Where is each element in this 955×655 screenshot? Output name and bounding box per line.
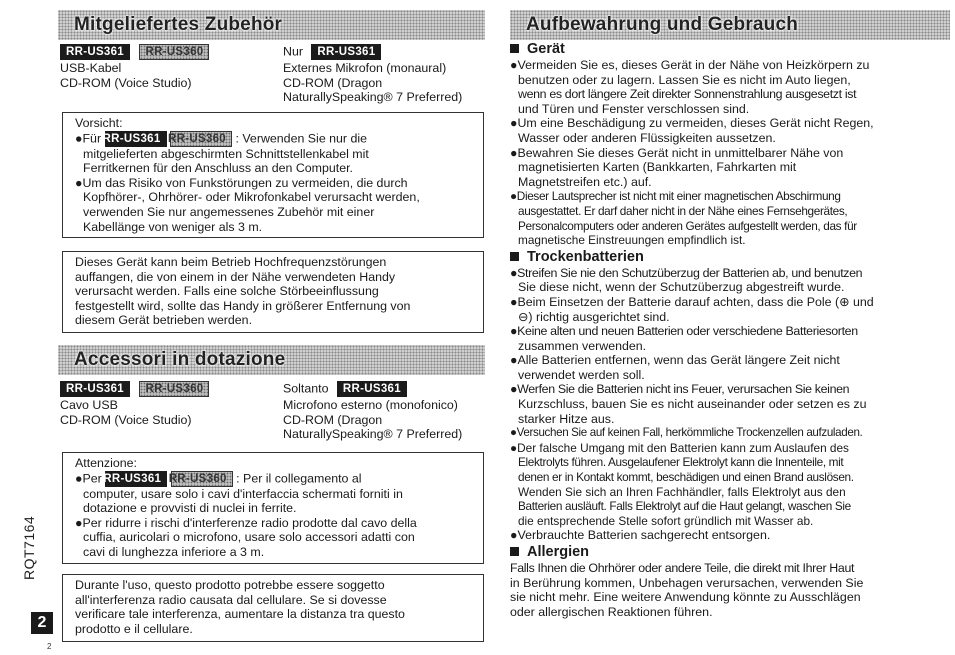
page-number-small: 2: [47, 642, 52, 651]
geraet-text: und Türen und Fenster verschlossen sind.: [518, 101, 750, 116]
model-badge-rr-us360: RR-US360: [139, 381, 209, 397]
included-accessories-right-it: [283, 381, 462, 442]
heading-allergien: Allergien: [510, 544, 950, 561]
accessory-item: Cavo USB: [60, 398, 118, 412]
geraet-text: benutzen oder zu lagern. Lassen Sie es nicht im Auto liegen,: [518, 72, 851, 87]
caution-text: ●Um das Risiko von Funkstörungen zu vermeiden, die durch: [75, 175, 408, 190]
model-badge-rr-us361: RR-US361: [60, 44, 130, 60]
allergy-text: Falls Ihnen die Ohrhörer oder andere Teile, die direkt mit Ihrer Haut: [510, 561, 855, 575]
caution-text: Ferritkernen für den Anschluss an den Computer.: [83, 161, 353, 176]
battery-text: ●Alle Batterien entfernen, wenn das Gerät längere Zeit nicht: [510, 353, 840, 368]
notice-text: festgestellt wird, sollte das Handy in größerer Entfernung von: [75, 298, 411, 313]
battery-text: Batterien ausläuft. Falls Elektrolyt auf die Haut gelangt, waschen Sie: [518, 499, 851, 514]
page-number: 2: [31, 612, 53, 634]
caution-title: Vorsicht:: [75, 116, 123, 130]
caution-text: Kabellänge von weniger als 3 m.: [83, 219, 263, 234]
model-badge-rr-us361: RR-US361: [337, 381, 407, 397]
battery-text: denen er in Kontakt kommt, beschädigen und einen Brand auslösen.: [518, 470, 854, 485]
caution-title: Attenzione:: [75, 456, 137, 470]
geraet-text: magnetische Einstreuungen empfindlich ist.: [518, 233, 746, 248]
notice-text: verificare tale interferenza, aumentare la distanza tra questo: [75, 607, 405, 622]
battery-text: ●Der falsche Umgang mit den Batterien kann zum Auslaufen des: [510, 440, 849, 455]
model-badge-rr-us360: RR-US360: [170, 131, 232, 147]
battery-text: die entsprechende Stelle sofort gründlich mit Wasser ab.: [518, 513, 814, 528]
allergy-text: in Berührung kommen, Unbehagen verursachen, verwenden Sie: [510, 575, 864, 590]
accessory-item: Microfono esterno (monofonico): [283, 398, 458, 412]
section-banner-zubehoer: Mitgeliefertes Zubehör: [58, 10, 485, 40]
notice-text: Durante l'uso, questo prodotto potrebbe essere soggetto: [75, 578, 385, 592]
battery-text: ⊖) richtig ausgerichtet sind.: [518, 309, 670, 324]
only-label: Soltanto: [283, 381, 329, 396]
battery-text: Wenden Sie sich an Ihren Fachhändler, falls Elektrolyt aus den: [518, 484, 846, 499]
allergy-text: oder allergischen Reaktionen führen.: [510, 604, 713, 619]
notice-text: prodotto e il cellulare.: [75, 621, 193, 636]
caution-text: cuffia, auricolari o microfono, usare solo accessori adatti con: [83, 530, 415, 545]
accessory-item: NaturallySpeaking® 7 Preferred): [283, 90, 463, 105]
heading-trockenbatterien: Trockenbatterien: [510, 249, 950, 266]
notice-text: diesem Gerät betrieben werden.: [75, 313, 253, 328]
battery-text: ●Verbrauchte Batterien sachgerecht entsorgen.: [510, 528, 771, 543]
included-accessories-right: [283, 44, 462, 105]
geraet-text: ●Vermeiden Sie es, dieses Gerät in der Nähe von Heizkörpern zu: [510, 58, 870, 72]
accessory-item: USB-Kabel: [60, 61, 122, 75]
caution-text: ●Per ridurre i rischi d'interferenze radio prodotte dal cavo della: [75, 515, 417, 530]
model-badge-rr-us360: RR-US360: [171, 471, 233, 487]
accessory-item: CD-ROM (Dragon: [283, 75, 383, 90]
geraet-text: ●Um eine Beschädigung zu vermeiden, dieses Gerät nicht Regen,: [510, 116, 874, 131]
accessory-item: CD-ROM (Dragon: [283, 412, 383, 427]
accessory-item: Externes Mikrofon (monaural): [283, 61, 447, 75]
caution-box-de: Vorsicht: ●Für RR-US361 RR-US360 : Verwenden Sie nur die mitgelieferten abgeschirmten Schnittstellenkabel mit Ferritkernen für den Anschluss an den Computer. ●Um das Risiko von Funkstörungen zu vermeiden, die durch Kopfhörer-, Ohrhörer- oder Mikrofonkabel verursacht werden, verwenden Sie nur angemessenes Zubehör mit einer Kabellänge von weniger als 3 m.: [62, 112, 484, 238]
included-accessories-left: [60, 44, 209, 90]
notice-text: auffangen, die von einem in der Nähe verwendeten Handy: [75, 269, 396, 284]
model-badge-rr-us360: RR-US360: [139, 44, 209, 60]
section-banner-aufbewahrung: Aufbewahrung und Gebrauch: [510, 10, 950, 40]
model-badge-rr-us361: RR-US361: [311, 44, 381, 60]
only-label: Nur: [283, 44, 303, 59]
notice-text: Dieses Gerät kann beim Betrieb Hochfrequenzstörungen: [75, 255, 387, 269]
geraet-text: ausgestattet. Er darf daher nicht in der Nähe eines Fernsehgerätes,: [518, 203, 848, 218]
geraet-text: magnetisierten Karten (Bankkarten, Fahrkarten mit: [518, 160, 797, 175]
caution-text: computer, usare solo i cavi d'interfaccia schermati forniti in: [83, 486, 403, 501]
square-bullet-icon: [510, 44, 519, 53]
model-badge-rr-us361: RR-US361: [105, 471, 167, 487]
notice-box-it: [62, 574, 484, 642]
model-badge-rr-us361: RR-US361: [105, 131, 167, 147]
battery-text: ●Beim Einsetzen der Batterie darauf achten, dass die Pole (⊕ und: [510, 294, 874, 309]
accessory-item: NaturallySpeaking® 7 Preferred): [283, 427, 463, 442]
geraet-text: Personalcomputers oder anderen Gerätes aufgestellt werden, das für: [518, 218, 857, 233]
care-column: [510, 40, 950, 619]
included-accessories-left-it: [60, 381, 209, 427]
battery-text: verwendet werden soll.: [518, 367, 645, 382]
accessory-item: CD-ROM (Voice Studio): [60, 75, 192, 90]
caution-box-it: Attenzione: ●Per RR-US361 RR-US360 : Per il collegamento al computer, usare solo i cavi d'interfaccia schermati forniti in dotazione e provvisti di nuclei in ferrite. ●Per ridurre i rischi d'interferenze radio prodotte dal cavo della cuffia, auricolari o microfono, usare solo accessori adatti con cavi di lunghezza inferiore a 3 m.: [62, 452, 484, 564]
battery-text: ●Versuchen Sie auf keinen Fall, herkömmliche Trockenzellen aufzuladen.: [510, 426, 863, 440]
square-bullet-icon: [510, 252, 519, 261]
caution-text: verwenden Sie nur angemessenes Zubehör mit einer: [83, 204, 375, 219]
notice-text: verursacht werden. Falls eine solche Störbeeinflussung: [75, 284, 379, 299]
caution-text: dotazione e provvisti di nuclei in ferrite.: [83, 501, 297, 516]
section-banner-accessori: Accessori in dotazione: [58, 345, 485, 375]
battery-text: starker Hitze aus.: [518, 411, 615, 426]
battery-text: zusammen verwenden.: [518, 338, 647, 353]
geraet-text: ●Bewahren Sie dieses Gerät nicht in unmittelbarer Nähe von: [510, 145, 844, 160]
battery-text: ●Werfen Sie die Batterien nicht ins Feuer, verursachen Sie keinen: [510, 382, 850, 397]
caution-text: cavi di lunghezza inferiore a 3 m.: [83, 544, 265, 559]
geraet-text: ●Dieser Lautsprecher ist nicht mit einer magnetischen Abschirmung: [510, 189, 841, 204]
caution-text: mitgelieferten abgeschirmten Schnittstellenkabel mit: [83, 146, 369, 161]
notice-text: all'interferenza radio causata dal cellulare. Se si dovesse: [75, 592, 387, 607]
accessory-item: CD-ROM (Voice Studio): [60, 412, 192, 427]
geraet-text: Wasser oder anderen Flüssigkeiten aussetzen.: [518, 130, 776, 145]
square-bullet-icon: [510, 547, 519, 556]
battery-text: Sie diese nicht, wenn der Schutzüberzug abgestreift wurde.: [518, 280, 845, 295]
allergy-text: sie nicht mehr. Eine weitere Anwendung könnte zu Ausschlägen: [510, 590, 861, 605]
notice-box-de: [62, 251, 484, 333]
caution-text: Kopfhörer-, Ohrhörer- oder Mikrofonkabel verursacht werden,: [83, 190, 420, 205]
battery-text: Kurzschluss, bauen Sie es nicht auseinander oder setzen es zu: [518, 397, 867, 412]
battery-text: ●Streifen Sie nie den Schutzüberzug der Batterien ab, und benutzen: [510, 265, 863, 280]
heading-geraet: Gerät: [510, 41, 950, 58]
geraet-text: wenn es dort längere Zeit direkter Sonnenstrahlung ausgesetzt ist: [518, 87, 857, 102]
battery-text: ●Keine alten und neuen Batterien oder verschiedene Batteriesorten: [510, 324, 858, 339]
geraet-text: Magnetstreifen etc.) auf.: [518, 174, 652, 189]
model-badge-rr-us361: RR-US361: [60, 381, 130, 397]
battery-text: Elektrolyts führen. Ausgelaufener Elektrolyt kann die Innenteile, mit: [518, 455, 844, 470]
